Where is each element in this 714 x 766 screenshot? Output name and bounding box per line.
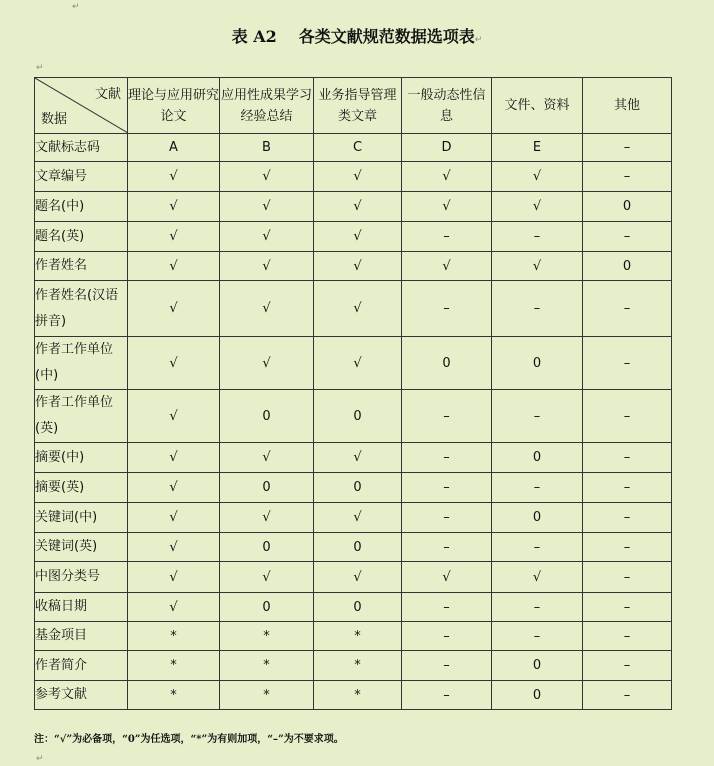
table-cell: 0 [492, 681, 583, 710]
table-cell: √ [220, 252, 314, 281]
table-cell: * [314, 622, 402, 651]
column-header: 业务指导管理类文章 [314, 78, 402, 134]
table-cell: √ [220, 337, 314, 390]
table-cell: – [492, 622, 583, 651]
table-cell: 0 [220, 390, 314, 443]
table-row [35, 390, 672, 443]
column-header: 理论与应用研究论文 [128, 78, 220, 134]
table-cell: √ [128, 162, 220, 192]
table-cell: – [402, 622, 492, 651]
table-cell: √ [314, 162, 402, 192]
table-cell: √ [220, 443, 314, 473]
table-cell: √ [402, 562, 492, 593]
table-cell: √ [314, 337, 402, 390]
table-cell: √ [314, 192, 402, 222]
table-cell: – [583, 622, 672, 651]
table-cell: 0 [220, 593, 314, 622]
row-label: 参考文献 [35, 681, 128, 710]
header-row [35, 78, 672, 134]
table-cell: – [492, 473, 583, 503]
table-cell: – [402, 473, 492, 503]
table-cell: – [583, 390, 672, 443]
table-cell: – [402, 443, 492, 473]
table-row [35, 222, 672, 252]
row-label: 基金项目 [35, 622, 128, 651]
table-cell: – [402, 593, 492, 622]
table-cell: √ [220, 222, 314, 252]
table-cell: 0 [314, 533, 402, 562]
table-cell: 0 [583, 192, 672, 222]
paragraph-mark: ↵ [36, 754, 44, 764]
row-label: 关键词(英) [35, 533, 128, 562]
row-label: 文章编号 [35, 162, 128, 192]
table-cell: B [220, 134, 314, 162]
table-row [35, 473, 672, 503]
table-cell: E [492, 134, 583, 162]
table-cell: √ [492, 162, 583, 192]
data-options-table [34, 77, 672, 710]
table-cell: 0 [583, 252, 672, 281]
row-label: 作者姓名 [35, 252, 128, 281]
table-cell: – [402, 390, 492, 443]
table-caption: 各类文献规范数据选项表 [298, 27, 475, 46]
table-cell: √ [314, 443, 402, 473]
table-cell: – [583, 443, 672, 473]
row-label: 作者工作单位(中) [35, 337, 128, 390]
table-row [35, 503, 672, 533]
paragraph-mark: ↵ [36, 63, 44, 73]
row-label: 关键词(中) [35, 503, 128, 533]
table-cell: A [128, 134, 220, 162]
table-cell: √ [314, 222, 402, 252]
table-title [0, 24, 714, 47]
row-label: 作者姓名(汉语拼音) [35, 281, 128, 337]
table-cell: √ [128, 281, 220, 337]
table-cell: C [314, 134, 402, 162]
table-row [35, 533, 672, 562]
table-cell: 0 [220, 473, 314, 503]
table-cell: – [583, 593, 672, 622]
table-cell: √ [220, 162, 314, 192]
table-cell: √ [128, 390, 220, 443]
table-cell: √ [314, 252, 402, 281]
table-cell: √ [220, 192, 314, 222]
table-cell: * [220, 622, 314, 651]
table-cell: 0 [492, 443, 583, 473]
table-number: 表 A2 [231, 27, 277, 46]
table-cell: – [402, 503, 492, 533]
column-header: 其他 [583, 78, 672, 134]
corner-label-literature: 文献 [94, 87, 121, 102]
table-row [35, 281, 672, 337]
table-cell: – [583, 281, 672, 337]
table-row [35, 252, 672, 281]
table-cell: * [128, 622, 220, 651]
table-row [35, 134, 672, 162]
table-row [35, 337, 672, 390]
row-label: 文献标志码 [35, 134, 128, 162]
row-label: 收稿日期 [35, 593, 128, 622]
table-cell: √ [492, 192, 583, 222]
table-cell: – [402, 281, 492, 337]
table-cell: √ [128, 533, 220, 562]
table-row [35, 651, 672, 681]
table-cell: √ [402, 252, 492, 281]
corner-header [35, 78, 128, 134]
table-cell: – [402, 681, 492, 710]
table-cell: 0 [314, 593, 402, 622]
table-cell: – [402, 651, 492, 681]
table-cell: √ [128, 503, 220, 533]
row-label: 中图分类号 [35, 562, 128, 593]
table-cell: √ [128, 337, 220, 390]
table-row [35, 192, 672, 222]
table-cell: √ [220, 281, 314, 337]
table-row [35, 162, 672, 192]
table-row [35, 622, 672, 651]
table-cell: √ [402, 162, 492, 192]
table-cell: – [583, 503, 672, 533]
table-cell: 0 [492, 651, 583, 681]
row-label: 摘要(英) [35, 473, 128, 503]
column-header: 文件、资料 [492, 78, 583, 134]
column-header: 一般动态性信息 [402, 78, 492, 134]
table-cell: – [583, 651, 672, 681]
table-cell: – [583, 337, 672, 390]
table-cell: √ [220, 562, 314, 593]
table-cell: √ [492, 252, 583, 281]
paragraph-mark: ↵ [72, 2, 80, 12]
table-row [35, 443, 672, 473]
table-cell: √ [128, 222, 220, 252]
table-note: 注：“√”为必备项，“0”为任选项，“*”为有则加项，“–”为不要求项。 [34, 734, 344, 745]
corner-label-data: 数据 [41, 112, 68, 127]
table-cell: – [402, 222, 492, 252]
table-cell: – [492, 222, 583, 252]
table-cell: – [492, 390, 583, 443]
row-label: 作者工作单位(英) [35, 390, 128, 443]
row-label: 作者简介 [35, 651, 128, 681]
table-cell: * [128, 651, 220, 681]
table-cell: – [583, 533, 672, 562]
paragraph-mark: ↵ [474, 35, 483, 45]
table-cell: – [492, 593, 583, 622]
table-cell: √ [128, 443, 220, 473]
table-cell: 0 [492, 503, 583, 533]
table-cell: – [402, 533, 492, 562]
table-cell: – [492, 281, 583, 337]
table-cell: * [220, 681, 314, 710]
table-cell: – [583, 222, 672, 252]
row-label: 题名(中) [35, 192, 128, 222]
table-row [35, 681, 672, 710]
table-cell: √ [314, 281, 402, 337]
table-cell: √ [128, 192, 220, 222]
table-cell: √ [314, 503, 402, 533]
table-cell: – [583, 473, 672, 503]
table-cell: * [314, 681, 402, 710]
table-cell: * [220, 651, 314, 681]
table-cell: √ [492, 562, 583, 593]
table-cell: – [583, 681, 672, 710]
table-cell: √ [128, 593, 220, 622]
row-label: 摘要(中) [35, 443, 128, 473]
table-cell: – [583, 562, 672, 593]
table-cell: * [128, 681, 220, 710]
table-cell: 0 [402, 337, 492, 390]
table-cell: √ [128, 473, 220, 503]
table-row [35, 593, 672, 622]
table-cell: – [583, 134, 672, 162]
table-cell: – [583, 162, 672, 192]
table-cell: √ [128, 562, 220, 593]
table-cell: √ [128, 252, 220, 281]
table-cell: √ [314, 562, 402, 593]
row-label: 题名(英) [35, 222, 128, 252]
table-cell: √ [402, 192, 492, 222]
table-cell: – [492, 533, 583, 562]
table-cell: * [314, 651, 402, 681]
table-row [35, 562, 672, 593]
column-header: 应用性成果学习经验总结 [220, 78, 314, 134]
table-cell: 0 [220, 533, 314, 562]
table-cell: √ [220, 503, 314, 533]
table-cell: 0 [314, 390, 402, 443]
table-cell: 0 [492, 337, 583, 390]
table-cell: D [402, 134, 492, 162]
table-cell: 0 [314, 473, 402, 503]
